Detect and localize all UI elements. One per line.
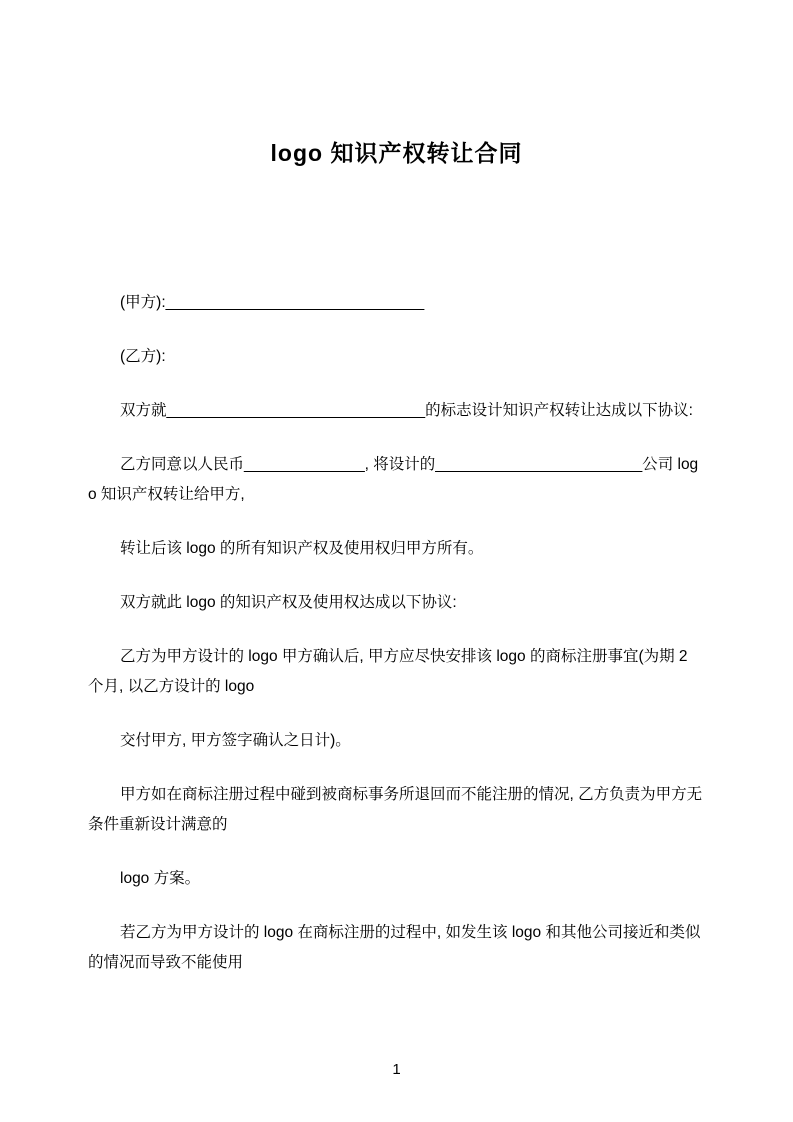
document-title: logo 知识产权转让合同	[270, 140, 523, 166]
paragraph-redesign-obligation: 甲方如在商标注册过程中碰到被商标事务所退回而不能注册的情况, 乙方负责为甲方无条件重新设计满意的	[88, 786, 703, 833]
paragraph-agreement-intro: 双方就______________________________的标志设计知识产权转让达成以下协议:	[120, 402, 693, 419]
paragraph-usage-agreement: 双方就此 logo 的知识产权及使用权达成以下协议:	[120, 594, 457, 611]
paragraph-price-terms: 乙方同意以人民币______________, 将设计的________________________公司 logo 知识产权转让给甲方,	[88, 456, 699, 503]
paragraph-similarity-clause: 若乙方为甲方设计的 logo 在商标注册的过程中, 如发生该 logo 和其他公司接近和类似的情况而导致不能使用	[88, 924, 701, 971]
paragraph-party-a: (甲方):______________________________	[120, 294, 425, 311]
page-number: 1	[392, 1061, 401, 1078]
paragraph-delivery-date: 交付甲方, 甲方签字确认之日计)。	[120, 732, 351, 749]
paragraph-logo-plan: logo 方案。	[120, 870, 201, 887]
paragraph-trademark-registration: 乙方为甲方设计的 logo 甲方确认后, 甲方应尽快安排该 logo 的商标注册事宜(为期 2 个月, 以乙方设计的 logo	[88, 648, 688, 695]
paragraph-rights-transfer: 转让后该 logo 的所有知识产权及使用权归甲方所有。	[120, 540, 484, 557]
paragraph-party-b: (乙方):	[120, 348, 166, 365]
